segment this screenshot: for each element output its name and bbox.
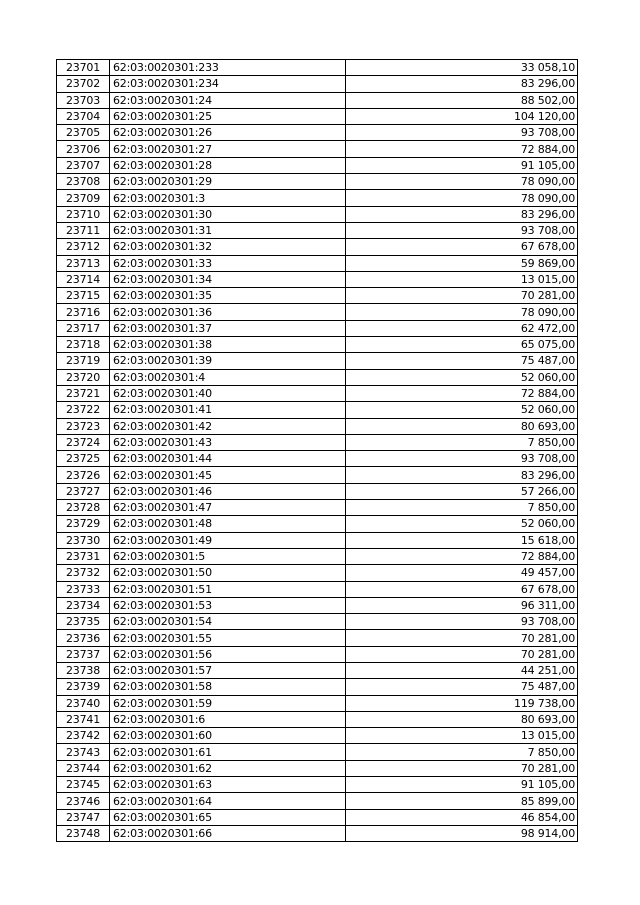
value-cell: 78 090,00	[346, 190, 578, 206]
row-number-cell: 23712	[57, 239, 110, 255]
table-row	[57, 92, 578, 108]
row-number-cell: 23733	[57, 581, 110, 597]
table-row	[57, 418, 578, 434]
row-number-cell: 23745	[57, 777, 110, 793]
table-row	[57, 711, 578, 727]
cadastral-number-cell: 62:03:0020301:51	[110, 581, 346, 597]
row-number-cell: 23708	[57, 174, 110, 190]
cadastral-number-cell: 62:03:0020301:37	[110, 320, 346, 336]
row-number-cell: 23715	[57, 288, 110, 304]
value-cell: 33 058,10	[346, 60, 578, 76]
value-cell: 98 914,00	[346, 825, 578, 841]
value-cell: 78 090,00	[346, 174, 578, 190]
row-number-cell: 23725	[57, 451, 110, 467]
cadastral-number-cell: 62:03:0020301:48	[110, 516, 346, 532]
row-number-cell: 23728	[57, 500, 110, 516]
value-cell: 88 502,00	[346, 92, 578, 108]
table-row	[57, 190, 578, 206]
table-row	[57, 125, 578, 141]
row-number-cell: 23706	[57, 141, 110, 157]
value-cell: 46 854,00	[346, 809, 578, 825]
table-row	[57, 500, 578, 516]
row-number-cell: 23701	[57, 60, 110, 76]
cadastral-number-cell: 62:03:0020301:234	[110, 76, 346, 92]
table-row	[57, 402, 578, 418]
table-row	[57, 777, 578, 793]
table-row	[57, 532, 578, 548]
row-number-cell: 23707	[57, 157, 110, 173]
cadastral-number-cell: 62:03:0020301:42	[110, 418, 346, 434]
row-number-cell: 23719	[57, 353, 110, 369]
row-number-cell: 23737	[57, 646, 110, 662]
value-cell: 52 060,00	[346, 516, 578, 532]
table-row	[57, 320, 578, 336]
table-row	[57, 174, 578, 190]
cadastral-number-cell: 62:03:0020301:61	[110, 744, 346, 760]
value-cell: 57 266,00	[346, 483, 578, 499]
cadastral-number-cell: 62:03:0020301:24	[110, 92, 346, 108]
table-row	[57, 744, 578, 760]
cadastral-number-cell: 62:03:0020301:28	[110, 157, 346, 173]
cadastral-number-cell: 62:03:0020301:31	[110, 222, 346, 238]
row-number-cell: 23703	[57, 92, 110, 108]
cadastral-number-cell: 62:03:0020301:4	[110, 369, 346, 385]
cadastral-number-cell: 62:03:0020301:39	[110, 353, 346, 369]
value-cell: 70 281,00	[346, 646, 578, 662]
row-number-cell: 23702	[57, 76, 110, 92]
table-row	[57, 434, 578, 450]
value-cell: 104 120,00	[346, 108, 578, 124]
cadastral-number-cell: 62:03:0020301:43	[110, 434, 346, 450]
value-cell: 93 708,00	[346, 222, 578, 238]
row-number-cell: 23741	[57, 711, 110, 727]
cadastral-number-cell: 62:03:0020301:58	[110, 679, 346, 695]
table-row	[57, 353, 578, 369]
cadastral-number-cell: 62:03:0020301:59	[110, 695, 346, 711]
row-number-cell: 23720	[57, 369, 110, 385]
table-row	[57, 255, 578, 271]
table-row	[57, 630, 578, 646]
value-cell: 67 678,00	[346, 239, 578, 255]
row-number-cell: 23710	[57, 206, 110, 222]
table-row	[57, 809, 578, 825]
table-row	[57, 271, 578, 287]
table-row	[57, 516, 578, 532]
value-cell: 44 251,00	[346, 662, 578, 678]
row-number-cell: 23735	[57, 614, 110, 630]
cadastral-number-cell: 62:03:0020301:6	[110, 711, 346, 727]
value-cell: 80 693,00	[346, 418, 578, 434]
row-number-cell: 23734	[57, 597, 110, 613]
row-number-cell: 23709	[57, 190, 110, 206]
cadastral-number-cell: 62:03:0020301:35	[110, 288, 346, 304]
cadastral-number-cell: 62:03:0020301:64	[110, 793, 346, 809]
cadastral-number-cell: 62:03:0020301:50	[110, 565, 346, 581]
table-row	[57, 483, 578, 499]
table-row	[57, 239, 578, 255]
row-number-cell: 23717	[57, 320, 110, 336]
value-cell: 72 884,00	[346, 548, 578, 564]
row-number-cell: 23736	[57, 630, 110, 646]
row-number-cell: 23705	[57, 125, 110, 141]
cadastral-number-cell: 62:03:0020301:32	[110, 239, 346, 255]
value-cell: 75 487,00	[346, 353, 578, 369]
value-cell: 13 015,00	[346, 728, 578, 744]
document-page	[56, 59, 577, 842]
cadastral-number-cell: 62:03:0020301:53	[110, 597, 346, 613]
value-cell: 67 678,00	[346, 581, 578, 597]
cadastral-number-cell: 62:03:0020301:41	[110, 402, 346, 418]
table-row	[57, 369, 578, 385]
value-cell: 13 015,00	[346, 271, 578, 287]
row-number-cell: 23730	[57, 532, 110, 548]
table-row	[57, 337, 578, 353]
table-row	[57, 646, 578, 662]
value-cell: 52 060,00	[346, 369, 578, 385]
row-number-cell: 23732	[57, 565, 110, 581]
value-cell: 93 708,00	[346, 614, 578, 630]
table-row	[57, 793, 578, 809]
row-number-cell: 23744	[57, 760, 110, 776]
value-cell: 70 281,00	[346, 288, 578, 304]
value-cell: 59 869,00	[346, 255, 578, 271]
value-cell: 83 296,00	[346, 206, 578, 222]
cadastral-number-cell: 62:03:0020301:54	[110, 614, 346, 630]
row-number-cell: 23722	[57, 402, 110, 418]
cadastral-value-table	[56, 59, 578, 842]
cadastral-number-cell: 62:03:0020301:65	[110, 809, 346, 825]
row-number-cell: 23747	[57, 809, 110, 825]
row-number-cell: 23729	[57, 516, 110, 532]
cadastral-number-cell: 62:03:0020301:47	[110, 500, 346, 516]
table-row	[57, 288, 578, 304]
table-row	[57, 206, 578, 222]
table-row	[57, 304, 578, 320]
table-row	[57, 614, 578, 630]
table-row	[57, 108, 578, 124]
cadastral-number-cell: 62:03:0020301:45	[110, 467, 346, 483]
value-cell: 52 060,00	[346, 402, 578, 418]
value-cell: 7 850,00	[346, 434, 578, 450]
table-row	[57, 695, 578, 711]
cadastral-number-cell: 62:03:0020301:63	[110, 777, 346, 793]
cadastral-number-cell: 62:03:0020301:30	[110, 206, 346, 222]
row-number-cell: 23727	[57, 483, 110, 499]
cadastral-number-cell: 62:03:0020301:49	[110, 532, 346, 548]
value-cell: 7 850,00	[346, 744, 578, 760]
cadastral-number-cell: 62:03:0020301:62	[110, 760, 346, 776]
table-row	[57, 760, 578, 776]
row-number-cell: 23742	[57, 728, 110, 744]
row-number-cell: 23713	[57, 255, 110, 271]
cadastral-number-cell: 62:03:0020301:26	[110, 125, 346, 141]
row-number-cell: 23714	[57, 271, 110, 287]
row-number-cell: 23746	[57, 793, 110, 809]
value-cell: 75 487,00	[346, 679, 578, 695]
table-row	[57, 222, 578, 238]
table-row	[57, 581, 578, 597]
value-cell: 80 693,00	[346, 711, 578, 727]
cadastral-number-cell: 62:03:0020301:25	[110, 108, 346, 124]
row-number-cell: 23726	[57, 467, 110, 483]
value-cell: 7 850,00	[346, 500, 578, 516]
cadastral-number-cell: 62:03:0020301:27	[110, 141, 346, 157]
table-row	[57, 467, 578, 483]
value-cell: 65 075,00	[346, 337, 578, 353]
row-number-cell: 23740	[57, 695, 110, 711]
value-cell: 72 884,00	[346, 385, 578, 401]
row-number-cell: 23716	[57, 304, 110, 320]
row-number-cell: 23731	[57, 548, 110, 564]
cadastral-number-cell: 62:03:0020301:34	[110, 271, 346, 287]
cadastral-number-cell: 62:03:0020301:56	[110, 646, 346, 662]
value-cell: 93 708,00	[346, 451, 578, 467]
cadastral-number-cell: 62:03:0020301:60	[110, 728, 346, 744]
value-cell: 70 281,00	[346, 760, 578, 776]
row-number-cell: 23739	[57, 679, 110, 695]
value-cell: 15 618,00	[346, 532, 578, 548]
table-row	[57, 60, 578, 76]
cadastral-number-cell: 62:03:0020301:33	[110, 255, 346, 271]
row-number-cell: 23721	[57, 385, 110, 401]
cadastral-number-cell: 62:03:0020301:66	[110, 825, 346, 841]
cadastral-number-cell: 62:03:0020301:36	[110, 304, 346, 320]
table-row	[57, 141, 578, 157]
table-row	[57, 157, 578, 173]
table-row	[57, 679, 578, 695]
row-number-cell: 23711	[57, 222, 110, 238]
row-number-cell: 23743	[57, 744, 110, 760]
table-row	[57, 76, 578, 92]
row-number-cell: 23724	[57, 434, 110, 450]
row-number-cell: 23723	[57, 418, 110, 434]
value-cell: 91 105,00	[346, 157, 578, 173]
table-body	[57, 60, 578, 842]
row-number-cell: 23738	[57, 662, 110, 678]
table-row	[57, 597, 578, 613]
table-row	[57, 451, 578, 467]
value-cell: 62 472,00	[346, 320, 578, 336]
row-number-cell: 23718	[57, 337, 110, 353]
cadastral-number-cell: 62:03:0020301:29	[110, 174, 346, 190]
cadastral-number-cell: 62:03:0020301:233	[110, 60, 346, 76]
cadastral-number-cell: 62:03:0020301:44	[110, 451, 346, 467]
row-number-cell: 23748	[57, 825, 110, 841]
table-row	[57, 728, 578, 744]
value-cell: 78 090,00	[346, 304, 578, 320]
cadastral-number-cell: 62:03:0020301:38	[110, 337, 346, 353]
cadastral-number-cell: 62:03:0020301:46	[110, 483, 346, 499]
value-cell: 85 899,00	[346, 793, 578, 809]
cadastral-number-cell: 62:03:0020301:55	[110, 630, 346, 646]
value-cell: 70 281,00	[346, 630, 578, 646]
table-row	[57, 548, 578, 564]
table-row	[57, 662, 578, 678]
cadastral-number-cell: 62:03:0020301:5	[110, 548, 346, 564]
table-row	[57, 385, 578, 401]
value-cell: 83 296,00	[346, 467, 578, 483]
value-cell: 91 105,00	[346, 777, 578, 793]
cadastral-number-cell: 62:03:0020301:3	[110, 190, 346, 206]
value-cell: 93 708,00	[346, 125, 578, 141]
table-row	[57, 825, 578, 841]
value-cell: 119 738,00	[346, 695, 578, 711]
value-cell: 72 884,00	[346, 141, 578, 157]
value-cell: 96 311,00	[346, 597, 578, 613]
value-cell: 83 296,00	[346, 76, 578, 92]
cadastral-number-cell: 62:03:0020301:57	[110, 662, 346, 678]
table-row	[57, 565, 578, 581]
row-number-cell: 23704	[57, 108, 110, 124]
value-cell: 49 457,00	[346, 565, 578, 581]
cadastral-number-cell: 62:03:0020301:40	[110, 385, 346, 401]
